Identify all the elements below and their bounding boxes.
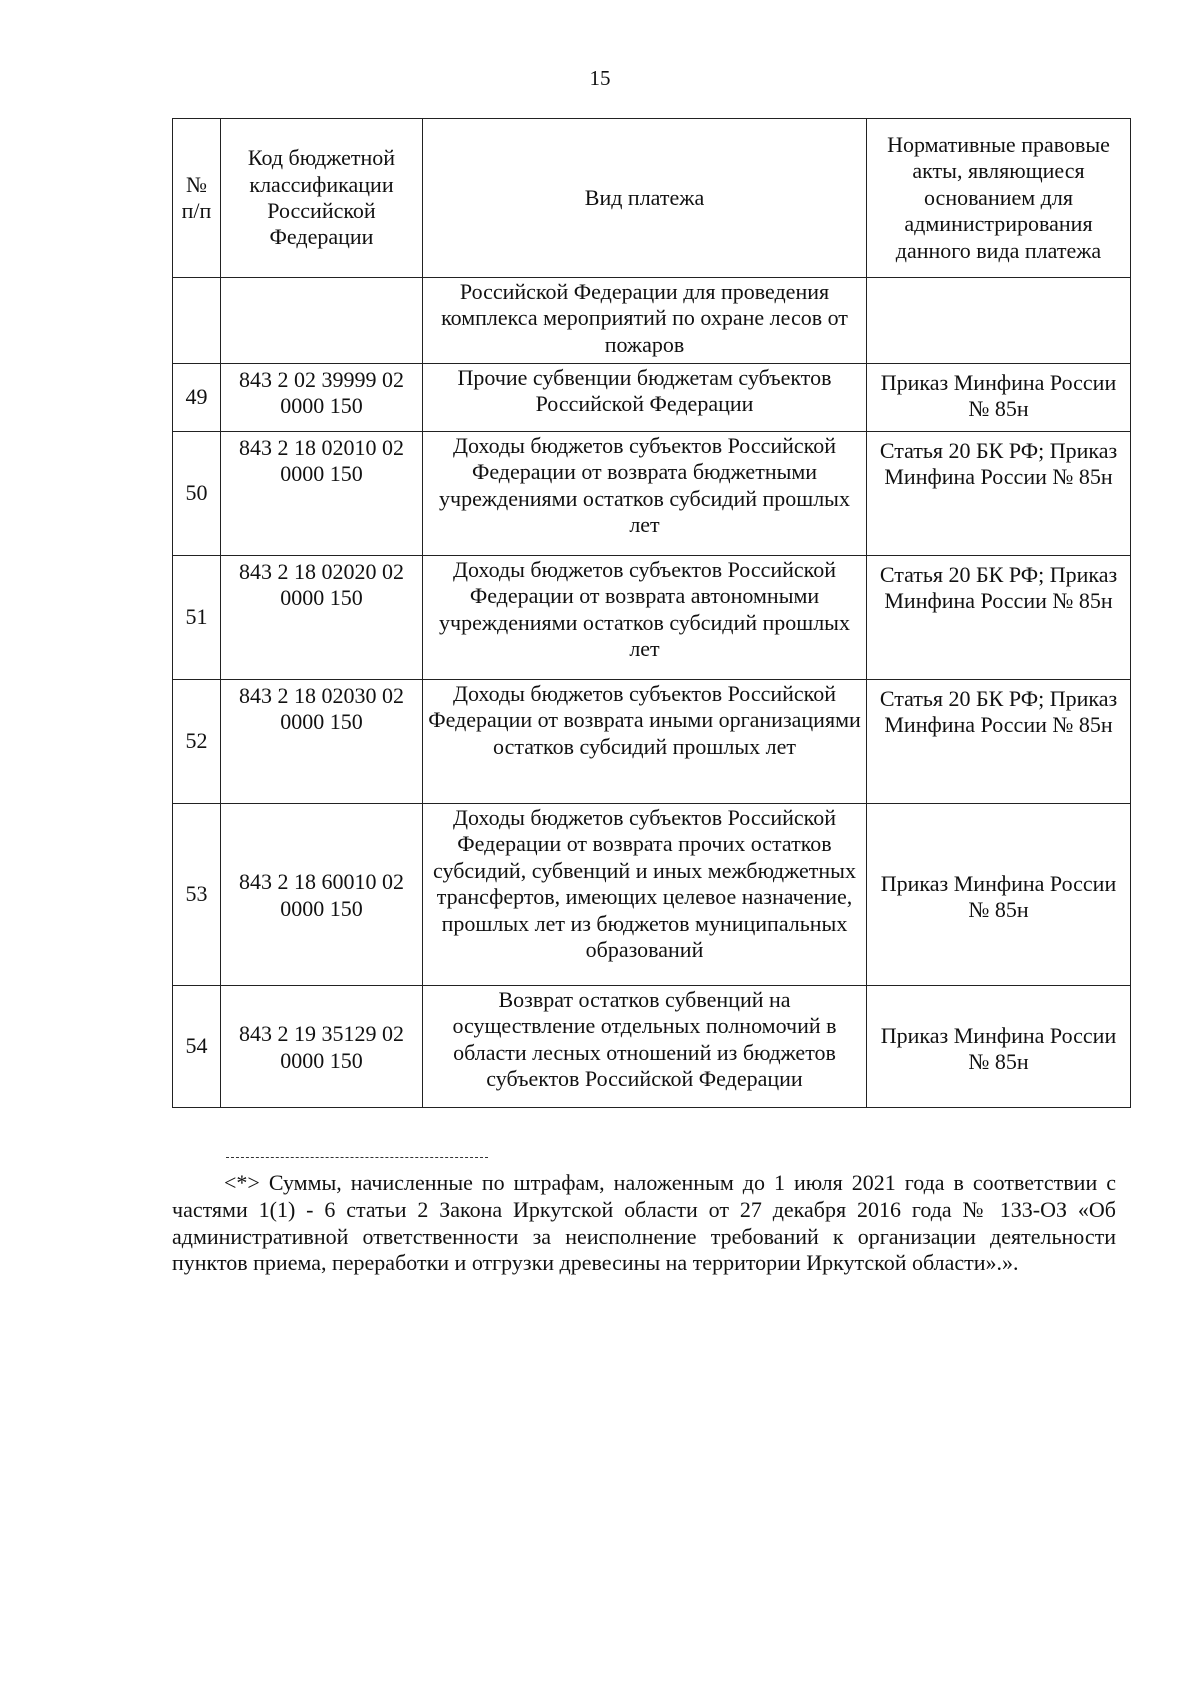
row-num: 49: [173, 364, 221, 432]
table-row: [173, 986, 1131, 1108]
row-num: 52: [173, 680, 221, 804]
page-number: 15: [589, 66, 611, 90]
row-num: 50: [173, 432, 221, 556]
table-row: [173, 432, 1131, 556]
table-row: [173, 364, 1131, 432]
header-code: Код бюджетной классификации Российской Федерации: [221, 119, 423, 278]
footnote-text: <*> Суммы, начисленные по штрафам, наложенным до 1 июля 2021 года в соответствии с частями 1(1) - 6 статьи 2 Закона Иркутской области от 27 декабря 2016 года № 133-ОЗ «Об административной ответственности за неисполнение требований к организации деятельности пунктов приема, переработки и отгрузки древесины на территории Иркутской области».».: [172, 1170, 1116, 1276]
table-row: [173, 680, 1131, 804]
table-row: [173, 804, 1131, 986]
footnote-separator: [226, 1157, 488, 1158]
table-row: [173, 278, 1131, 364]
row-payment-type: Российской Федерации для проведения комплекса мероприятий по охране лесов от пожаров: [423, 278, 867, 364]
row-legal-acts: Статья 20 БК РФ; Приказ Минфина России № 85н: [867, 432, 1131, 556]
row-code: 843 2 18 02020 02 0000 150: [221, 556, 423, 680]
row-legal-acts: [867, 278, 1131, 364]
row-num: [173, 278, 221, 364]
row-legal-acts: Статья 20 БК РФ; Приказ Минфина России № 85н: [867, 680, 1131, 804]
row-payment-type: Прочие субвенции бюджетам субъектов Российской Федерации: [423, 364, 867, 432]
row-legal-acts: Приказ Минфина России № 85н: [867, 804, 1131, 986]
row-legal-acts: Приказ Минфина России № 85н: [867, 986, 1131, 1108]
row-code: 843 2 02 39999 02 0000 150: [221, 364, 423, 432]
row-payment-type: Доходы бюджетов субъектов Российской Федерации от возврата иными организациями остатков субсидий прошлых лет: [423, 680, 867, 804]
row-code: 843 2 18 60010 02 0000 150: [221, 804, 423, 986]
row-payment-type: Доходы бюджетов субъектов Российской Федерации от возврата бюджетными учреждениями остатков субсидий прошлых лет: [423, 432, 867, 556]
table-header-row: [173, 119, 1131, 278]
row-payment-type: Возврат остатков субвенций на осуществление отдельных полномочий в области лесных отношений из бюджетов субъектов Российской Федерации: [423, 986, 867, 1108]
row-legal-acts: Статья 20 БК РФ; Приказ Минфина России № 85н: [867, 556, 1131, 680]
row-payment-type: Доходы бюджетов субъектов Российской Федерации от возврата прочих остатков субсидий, субвенций и иных межбюджетных трансфертов, имеющих целевое назначение, прошлых лет из бюджетов муниципальных образований: [423, 804, 867, 986]
row-num: 54: [173, 986, 221, 1108]
row-code: [221, 278, 423, 364]
row-code: 843 2 18 02010 02 0000 150: [221, 432, 423, 556]
row-code: 843 2 18 02030 02 0000 150: [221, 680, 423, 804]
row-code: 843 2 19 35129 02 0000 150: [221, 986, 423, 1108]
header-num: № п/п: [173, 119, 221, 278]
table-row: [173, 556, 1131, 680]
row-num: 51: [173, 556, 221, 680]
header-acts: Нормативные правовые акты, являющиеся основанием для администрирования данного вида платежа: [867, 119, 1131, 278]
budget-classification-table: [172, 118, 1131, 1108]
row-num: 53: [173, 804, 221, 986]
header-type: Вид платежа: [423, 119, 867, 278]
row-legal-acts: Приказ Минфина России № 85н: [867, 364, 1131, 432]
row-payment-type: Доходы бюджетов субъектов Российской Федерации от возврата автономными учреждениями остатков субсидий прошлых лет: [423, 556, 867, 680]
